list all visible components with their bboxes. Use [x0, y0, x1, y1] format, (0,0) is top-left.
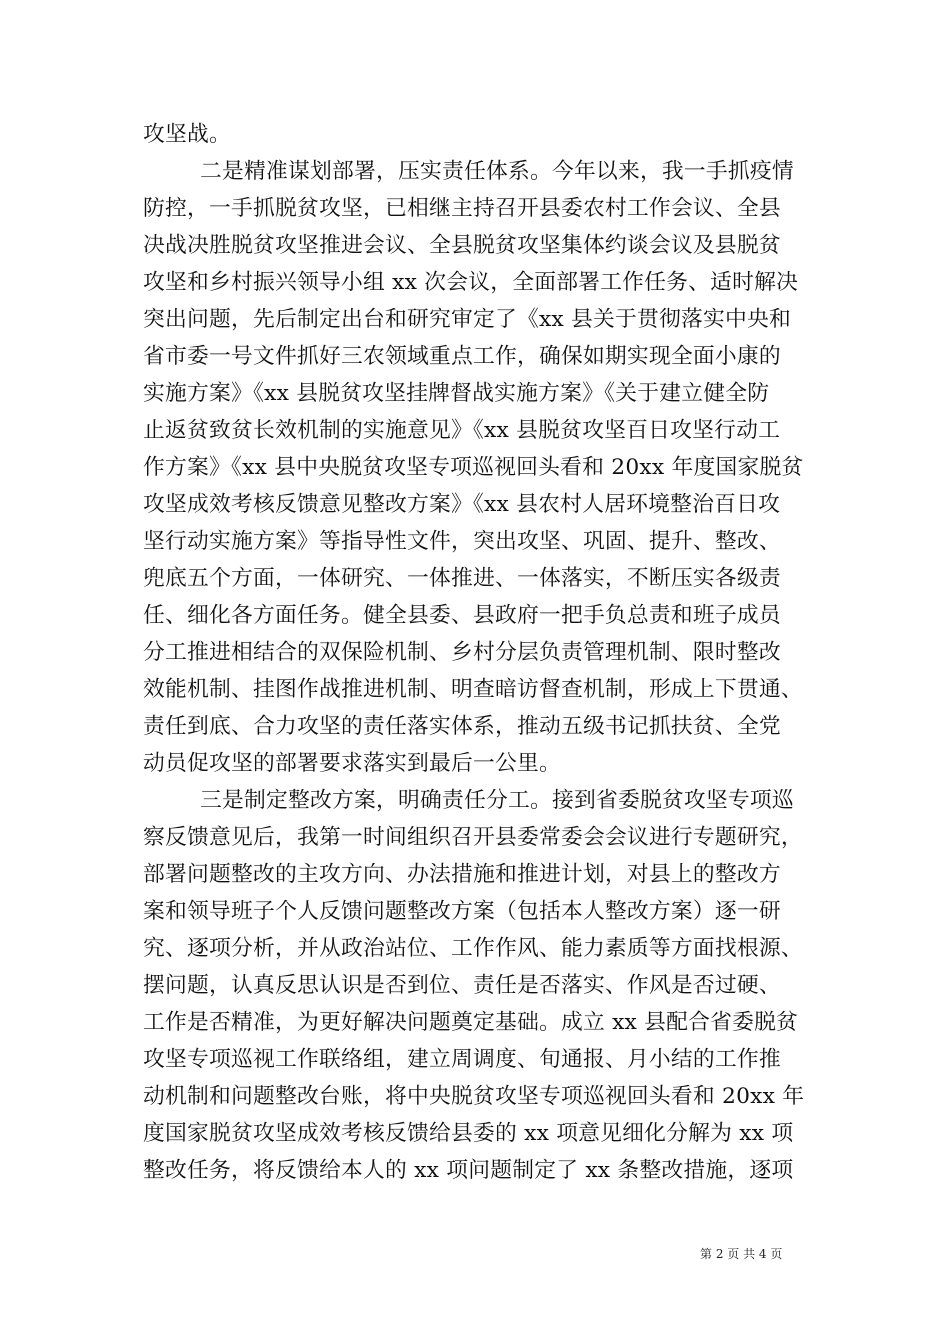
text-line: 攻坚专项巡视工作联络组，建立周调度、旬通报、月小结的工作推: [143, 1047, 781, 1072]
text-line: 突出问题，先后制定出台和研究审定了《xx 县关于贯彻落实中央和: [143, 307, 792, 332]
text-line: 止返贫致贫长效机制的实施意见》《xx 县脱贫攻坚百日攻坚行动工: [143, 418, 781, 443]
text-line: 省市委一号文件抓好三农领域重点工作，确保如期实现全面小康的: [143, 344, 781, 369]
text-line: 效能机制、挂图作战推进机制、明查暗访督查机制，形成上下贯通、: [143, 677, 803, 702]
text-line: 兜底五个方面，一体研究、一体推进、一体落实，不断压实各级责: [143, 566, 781, 591]
page-indicator: 第 2 页 共 4 页: [700, 1247, 783, 1261]
text-line: 分工推进相结合的双保险机制、乡村分层负责管理机制、限时整改: [143, 640, 781, 665]
text-line: 工作是否精准，为更好解决问题奠定基础。成立 xx 县配合省委脱贫: [143, 1010, 799, 1035]
text-line: 度国家脱贫攻坚成效考核反馈给县委的 xx 项意见细化分解为 xx 项: [143, 1121, 794, 1146]
text-line: 攻坚战。: [143, 122, 231, 147]
text-line: 攻坚成效考核反馈意见整改方案》《xx 县农村人居环境整治百日攻: [143, 492, 781, 517]
text-line: 责任到底、合力攻坚的责任落实体系，推动五级书记抓扶贫、全党: [143, 714, 781, 739]
text-line: 动员促攻坚的部署要求落实到最后一公里。: [143, 751, 561, 776]
text-line: 摆问题，认真反思认识是否到位、责任是否落实、作风是否过硬、: [143, 973, 781, 998]
paragraph-start-line: 二是精准谋划部署，压实责任体系。今年以来，我一手抓疫情: [200, 159, 794, 184]
text-line: 坚行动实施方案》等指导性文件，突出攻坚、巩固、提升、整改、: [143, 529, 781, 554]
text-line: 察反馈意见后，我第一时间组织召开县委常委会会议进行专题研究，: [143, 825, 803, 850]
text-line: 攻坚和乡村振兴领导小组 xx 次会议，全面部署工作任务、适时解决: [143, 270, 799, 295]
paragraph-start-line: 三是制定整改方案，明确责任分工。接到省委脱贫攻坚专项巡: [200, 788, 794, 813]
text-line: 案和领导班子个人反馈问题整改方案（包括本人整改方案）逐一研: [143, 899, 781, 924]
text-line: 部署问题整改的主攻方向、办法措施和推进计划，对县上的整改方: [143, 862, 781, 887]
text-line: 动机制和问题整改台账，将中央脱贫攻坚专项巡视回头看和 20xx 年: [143, 1084, 805, 1109]
text-line: 究、逐项分析，并从政治站位、工作作风、能力素质等方面找根源、: [143, 936, 803, 961]
text-line: 防控，一手抓脱贫攻坚，已相继主持召开县委农村工作会议、全县: [143, 196, 781, 221]
text-line: 任、细化各方面任务。健全县委、县政府一把手负总责和班子成员: [143, 603, 781, 628]
text-line: 作方案》《xx 县中央脱贫攻坚专项巡视回头看和 20xx 年度国家脱贫: [143, 455, 804, 480]
text-line: 实施方案》《xx 县脱贫攻坚挂牌督战实施方案》《关于建立健全防: [143, 381, 770, 406]
text-line: 决战决胜脱贫攻坚推进会议、全县脱贫攻坚集体约谈会议及县脱贫: [143, 233, 781, 258]
text-line: 整改任务，将反馈给本人的 xx 项问题制定了 xx 条整改措施，逐项: [143, 1158, 794, 1183]
